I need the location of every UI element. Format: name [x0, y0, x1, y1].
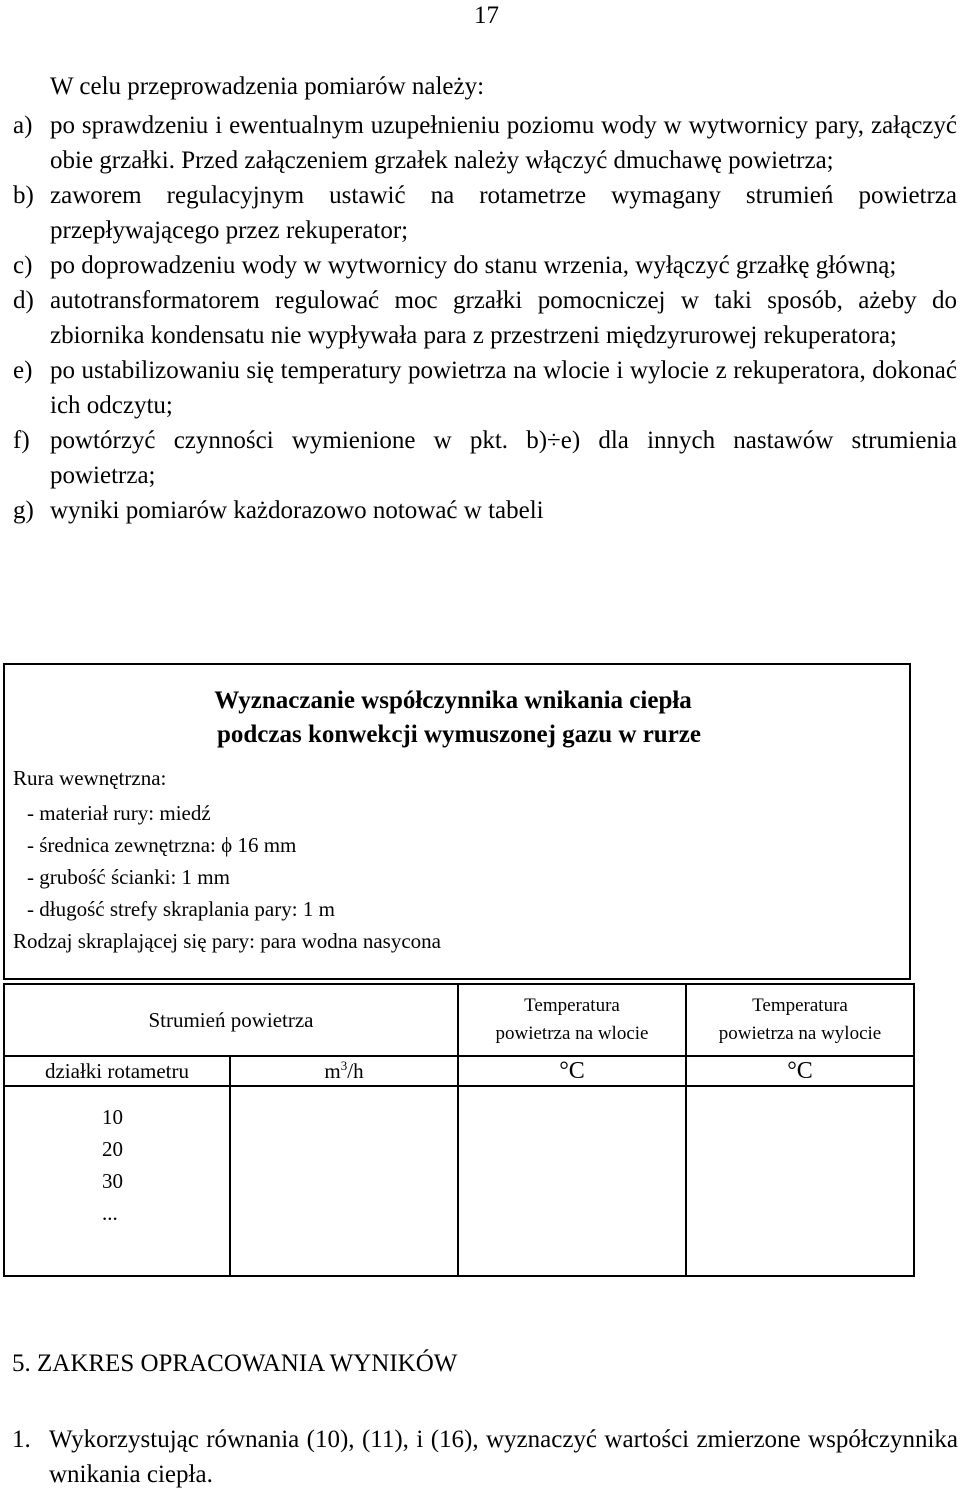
step-text: po sprawdzeniu i ewentualnym uzupełnieniu poziomu wody w wytwornicy pary, załączyć obie grzałki. Przed załączeniem grzałek należy włączyć dmuchawę powietrza;: [50, 112, 957, 174]
inlet-temp-cell: [458, 1086, 686, 1276]
unit-outlet-temp: °C: [686, 1056, 914, 1086]
step-letter: d): [13, 287, 34, 314]
header-outlet-l2: powietrza na wylocie: [718, 1023, 882, 1044]
step-text: autotransformatorem regulować moc grzałki pomocniczej w taki sposób, ażeby do zbiornika kondensatu nie wypływała para z przestrzeni międzyrurowej rekuperatora;: [50, 287, 957, 349]
pipe-diameter: - średnica zewnętrzna: ϕ 16 mm: [27, 833, 297, 857]
page-number: 17: [474, 2, 499, 29]
outlet-temp-cell: [686, 1086, 914, 1276]
table-header-row: [4, 984, 914, 1056]
procedure-step: [13, 178, 957, 248]
header-airflow: Strumień powietrza: [4, 984, 458, 1056]
step-text: zaworem regulacyjnym ustawić na rotametrze wymagany strumień powietrza przepływającego przez rekuperator;: [50, 182, 957, 244]
sheet-title-line2: podczas konwekcji wymuszonej gazu w rurze: [217, 721, 701, 748]
pipe-material: - materiał rury: miedź: [27, 801, 211, 825]
procedure-step: [13, 283, 957, 353]
step-letter: c): [13, 252, 33, 279]
step-text: powtórzyć czynności wymienione w pkt. b)÷e) dla innych nastawów strumienia powietrza;: [50, 427, 957, 489]
rotameter-value: 20: [102, 1137, 123, 1161]
unit-flow-base: m: [324, 1059, 341, 1083]
table-units-row: [4, 1056, 914, 1086]
procedure-step: [13, 353, 957, 423]
rotameter-value: 30: [102, 1169, 123, 1193]
step-letter: a): [13, 112, 33, 139]
header-inlet-l2: powietrza na wlocie: [495, 1023, 649, 1044]
step-letter: b): [13, 182, 34, 209]
intro-text: W celu przeprowadzenia pomiarów należy:: [50, 73, 485, 100]
measurement-sheet-box: [3, 663, 911, 980]
step-text: po doprowadzeniu wody w wytwornicy do stanu wrzenia, wyłączyć grzałkę główną;: [50, 252, 897, 279]
procedure-list: [13, 108, 957, 528]
section-heading: 5. ZAKRES OPRACOWANIA WYNIKÓW: [12, 1350, 458, 1377]
header-outlet-l1: Temperatura: [752, 995, 848, 1016]
rotameter-values: [4, 1086, 230, 1276]
pipe-wall-thickness: - grubość ścianki: 1 mm: [27, 865, 230, 889]
procedure-step: [13, 493, 957, 528]
step-letter: f): [13, 427, 30, 454]
result-item-text: Wykorzystując równania (10), (11), i (16), wyznaczyć wartości zmierzone współczynnika wnikania ciepła.: [49, 1426, 958, 1488]
unit-flow-tail: /h: [347, 1059, 364, 1083]
step-text: po ustabilizowaniu się temperatury powietrza na wlocie i wylocie z rekuperatora, dokonać ich odczytu;: [50, 357, 957, 419]
flow-values-cell: [230, 1086, 458, 1276]
step-letter: e): [13, 357, 33, 384]
unit-flow: [230, 1056, 458, 1086]
result-item: [12, 1422, 958, 1492]
procedure-step: [13, 248, 957, 283]
table-data-row: [4, 1086, 914, 1276]
rotameter-value: ...: [102, 1201, 118, 1225]
header-outlet-temp: [686, 984, 914, 1056]
step-letter: g): [13, 497, 34, 524]
steam-type: Rodzaj skraplającej się pary: para wodna nasycona: [13, 929, 441, 953]
procedure-step: [13, 108, 957, 178]
procedure-step: [13, 423, 957, 493]
unit-inlet-temp: °C: [458, 1056, 686, 1086]
unit-flow-sup: 3: [340, 1058, 348, 1073]
pipe-label: Rura wewnętrzna:: [13, 766, 167, 790]
result-item-number: 1.: [12, 1426, 31, 1453]
condensation-length: - długość strefy skraplania pary: 1 m: [27, 897, 335, 921]
rotameter-value: 10: [102, 1105, 123, 1129]
measurement-table: [3, 983, 915, 1277]
step-text: wyniki pomiarów każdorazowo notować w tabeli: [50, 497, 544, 524]
sheet-title-line1: Wyznaczanie współczynnika wnikania ciepła: [214, 687, 692, 714]
unit-scale-divisions: działki rotametru: [4, 1056, 230, 1086]
header-inlet-temp: [458, 984, 686, 1056]
header-inlet-l1: Temperatura: [524, 995, 620, 1016]
